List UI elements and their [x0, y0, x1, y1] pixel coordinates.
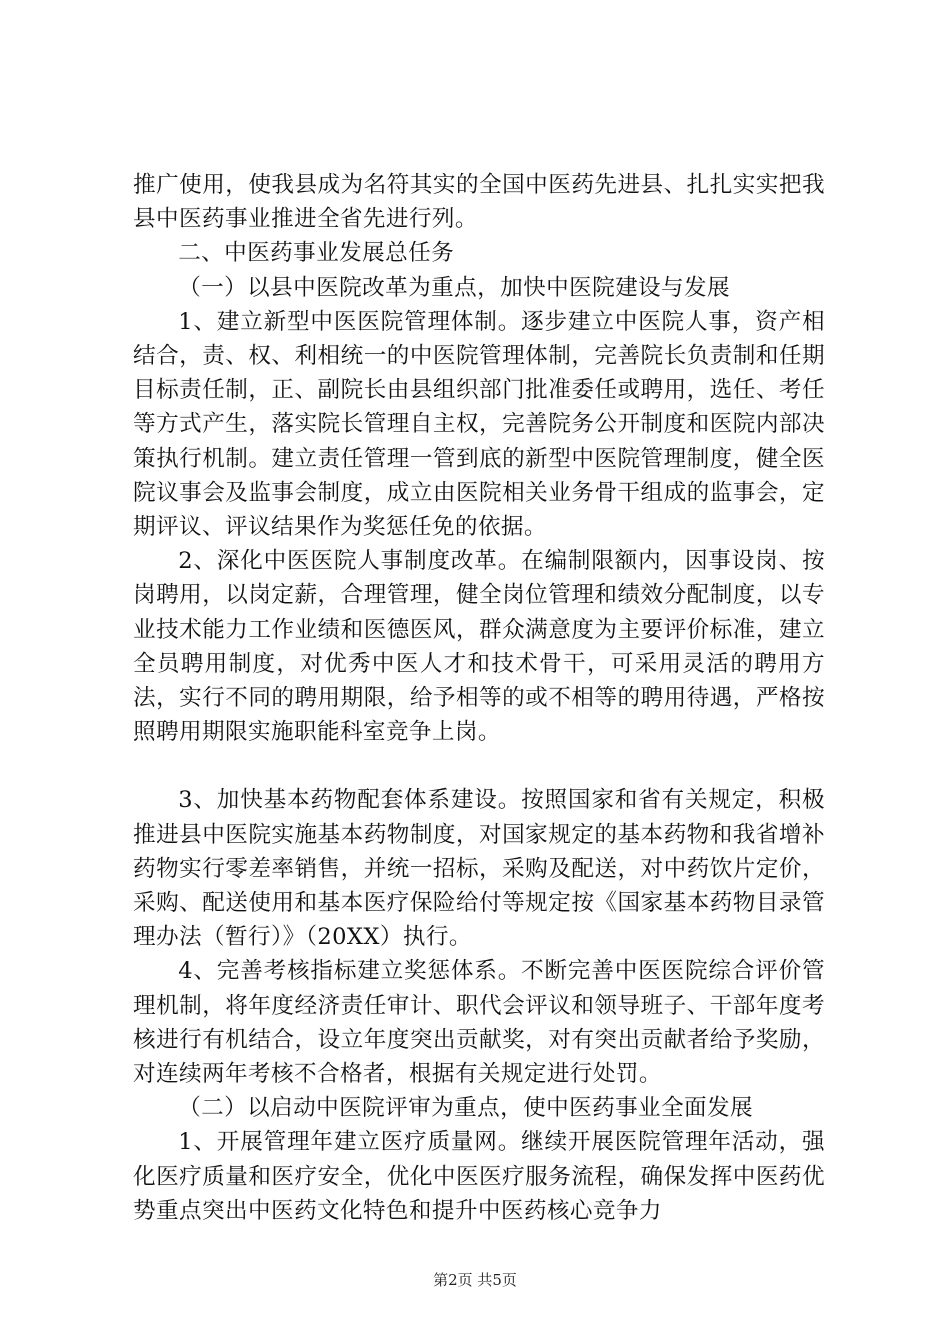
- document-body: [133, 168, 825, 1228]
- paragraph-item-3: 3、加快基本药物配套体系建设。按照国家和省有关规定，积极推进县中医院实施基本药物制度，对国家规定的基本药物和我省增补药物实行零差率销售，并统一招标，采购及配送，对中药饮片定价，采购、配送使用和基本医疗保险给付等规定按《国家基本药物目录管理办法（暂行）》（20XX）执行。: [133, 787, 825, 951]
- page-number-footer: 第2页 共5页: [433, 1271, 517, 1289]
- subsection-heading-1: （一）以县中医院改革为重点，加快中医院建设与发展: [178, 274, 731, 301]
- section-heading-2: 二、中医药事业发展总任务: [178, 240, 455, 267]
- paragraph-continuation: 推广使用，使我县成为名符其实的全国中医药先进县、扎扎实实把我县中医药事业推进全省先进行列。: [133, 172, 825, 233]
- paragraph-item-1: 1、建立新型中医医院管理体制。逐步建立中医院人事，资产相结合，责、权、利相统一的中医院管理体制，完善院长负责制和任期目标责任制，正、副院长由县组织部门批准委任或聘用，选任、考任等方式产生，落实院长管理自主权，完善院务公开制度和医院内部决策执行机制。建立责任管理一管到底的新型中医院管理制度，健全医院议事会及监事会制度，成立由医院相关业务骨干组成的监事会，定期评议、评议结果作为奖惩任免的依据。: [133, 308, 825, 541]
- paragraph-item-2: 2、深化中医医院人事制度改革。在编制限额内，因事设岗、按岗聘用，以岗定薪，合理管理，健全岗位管理和绩效分配制度，以专业技术能力工作业绩和医德医风，群众满意度为主要评价标准，建立全员聘用制度，对优秀中医人才和技术骨干，可采用灵活的聘用方法，实行不同的聘用期限，给予相等的或不相等的聘用待遇，严格按照聘用期限实施职能科室竞争上岗。: [133, 548, 825, 746]
- subsection-heading-2: （二）以启动中医院评审为重点，使中医药事业全面发展: [178, 1095, 754, 1122]
- paragraph-item-1-b: 1、开展管理年建立医疗质量网。继续开展医院管理年活动，强化医疗质量和医疗安全，优化中医医疗服务流程，确保发挥中医药优势重点突出中医药文化特色和提升中医药核心竞争力: [133, 1129, 825, 1224]
- paragraph-item-4: 4、完善考核指标建立奖惩体系。不断完善中医医院综合评价管理机制，将年度经济责任审计、职代会评议和领导班子、干部年度考核进行有机结合，设立年度突出贡献奖，对有突出贡献者给予奖励，对连续两年考核不合格者，根据有关规定进行处罚。: [133, 958, 825, 1088]
